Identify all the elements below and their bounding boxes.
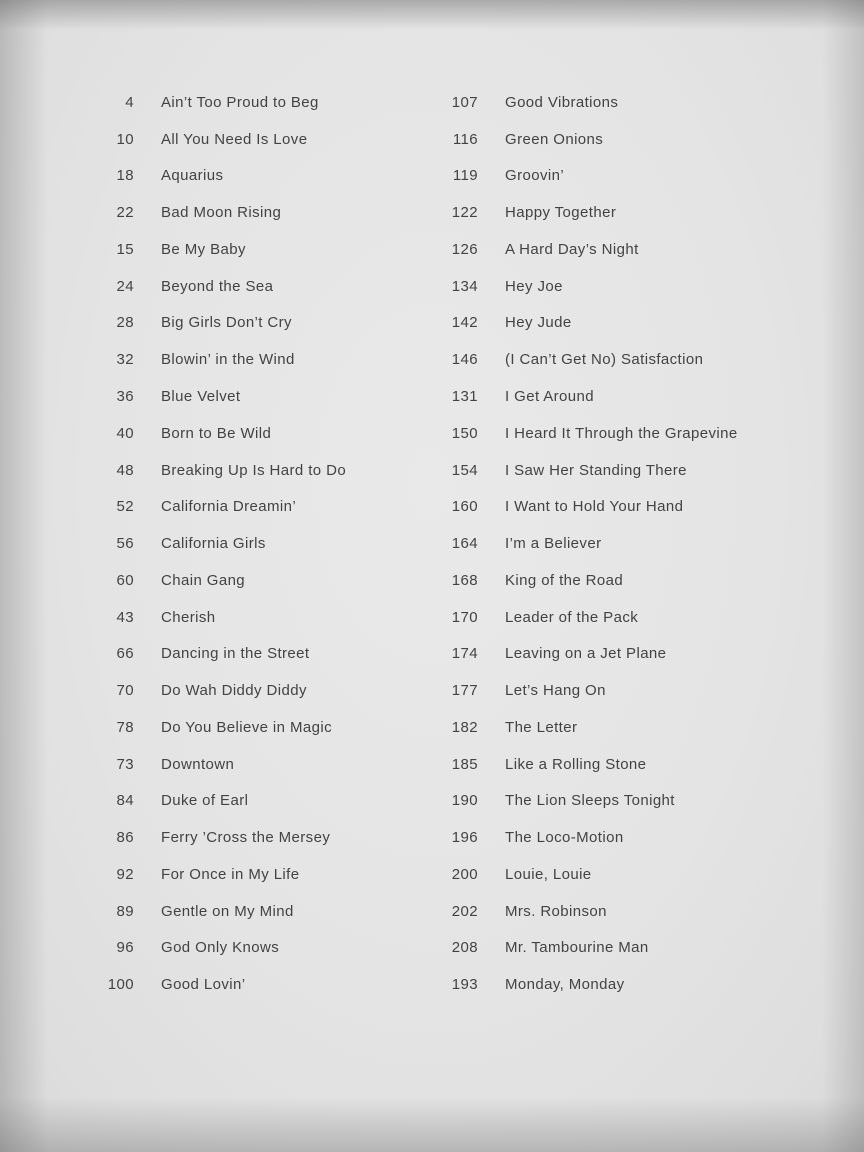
song-title: Downtown	[161, 755, 235, 773]
toc-row	[414, 452, 738, 489]
toc-row	[70, 84, 346, 121]
page-number: 70	[116, 682, 134, 700]
song-title: Let’s Hang On	[505, 682, 606, 700]
toc-row	[414, 84, 738, 121]
toc-row	[70, 194, 346, 231]
song-title: Cherish	[161, 608, 216, 626]
page-number: 168	[451, 571, 478, 589]
page-number: 170	[451, 608, 478, 626]
song-title: King of the Road	[505, 571, 624, 589]
page-number: 150	[451, 424, 478, 442]
song-title: Do You Believe in Magic	[161, 718, 332, 736]
song-title: Beyond the Sea	[161, 277, 274, 295]
song-title: Monday, Monday	[505, 976, 625, 994]
toc-row	[414, 930, 738, 967]
song-title: Ferry ’Cross the Mersey	[161, 829, 331, 847]
song-title: The Lion Sleeps Tonight	[505, 792, 675, 810]
toc-row	[414, 709, 738, 746]
song-title: California Dreamin’	[161, 498, 297, 516]
song-title: I Saw Her Standing There	[505, 461, 687, 479]
toc-column-left	[70, 84, 346, 1003]
page-number: 40	[116, 424, 134, 442]
song-title: Do Wah Diddy Diddy	[161, 682, 307, 700]
toc-row	[414, 268, 738, 305]
page-number: 119	[452, 167, 478, 185]
song-title: (I Can’t Get No) Satisfaction	[505, 351, 704, 369]
toc-row	[70, 158, 346, 195]
song-title: Hey Joe	[505, 277, 563, 295]
song-title: Leader of the Pack	[505, 608, 639, 626]
toc-row	[414, 231, 738, 268]
song-title: For Once in My Life	[161, 865, 300, 883]
toc-row	[70, 856, 346, 893]
toc-row	[414, 746, 738, 783]
song-title: I’m a Believer	[505, 535, 602, 553]
page-number: 78	[116, 718, 134, 736]
song-title: Mrs. Robinson	[505, 902, 607, 920]
toc-row	[414, 194, 738, 231]
song-title: Be My Baby	[161, 240, 246, 258]
toc-row	[70, 341, 346, 378]
page-number: 200	[451, 865, 478, 883]
toc-row	[414, 635, 738, 672]
page-number: 22	[116, 204, 134, 222]
song-title: I Get Around	[505, 388, 595, 405]
song-title: Chain Gang	[161, 571, 246, 589]
page-number: 202	[451, 902, 478, 920]
page-number: 48	[116, 461, 134, 479]
toc-row	[414, 341, 738, 378]
page-number: 100	[107, 976, 134, 994]
song-title: Blowin’ in the Wind	[161, 351, 295, 369]
song-title: I Want to Hold Your Hand	[505, 498, 684, 516]
page-number: 66	[116, 645, 134, 663]
toc-row	[414, 158, 738, 195]
page-number: 196	[451, 829, 478, 847]
toc-row	[70, 562, 346, 599]
toc-row	[70, 746, 346, 783]
toc-row	[70, 525, 346, 562]
song-title: Louie, Louie	[505, 865, 592, 883]
toc-column-right	[414, 84, 738, 1003]
page-number: 177	[451, 682, 478, 700]
toc-row	[70, 378, 346, 415]
page-number: 122	[451, 204, 478, 222]
toc-row	[70, 415, 346, 452]
toc-row	[70, 121, 346, 158]
song-title: Hey Jude	[505, 314, 572, 332]
toc-row	[414, 966, 738, 1003]
song-title: Aquarius	[161, 167, 224, 185]
song-title: California Girls	[161, 535, 266, 553]
song-title: Blue Velvet	[161, 388, 241, 405]
toc-row	[414, 415, 738, 452]
page-number: 18	[116, 167, 134, 185]
song-title: Good Lovin’	[161, 976, 246, 994]
song-title: Happy Together	[505, 204, 617, 222]
song-title: Big Girls Don’t Cry	[161, 314, 292, 332]
toc-row	[70, 488, 346, 525]
song-title: God Only Knows	[161, 939, 280, 957]
page-number: 28	[116, 314, 134, 332]
toc-row	[70, 231, 346, 268]
page-number: 24	[116, 277, 134, 295]
toc-row	[414, 819, 738, 856]
toc-row	[70, 819, 346, 856]
song-title: Dancing in the Street	[161, 645, 310, 663]
song-title: I Heard It Through the Grapevine	[505, 424, 738, 442]
song-title: Groovin’	[505, 167, 565, 185]
page-number: 60	[116, 571, 134, 589]
toc-row	[70, 268, 346, 305]
toc-row	[70, 893, 346, 930]
toc-row	[414, 672, 738, 709]
toc-row	[70, 930, 346, 967]
page-number: 32	[116, 351, 134, 369]
page-number: 160	[451, 498, 478, 516]
toc-row	[414, 121, 738, 158]
toc-row	[70, 709, 346, 746]
page-number: 116	[452, 130, 478, 148]
page-number: 73	[116, 755, 134, 773]
song-title: Mr. Tambourine Man	[505, 939, 649, 957]
song-title: Ain’t Too Proud to Beg	[161, 93, 319, 111]
song-title: Duke of Earl	[161, 792, 249, 810]
page-number: 52	[116, 498, 134, 516]
page-number: 190	[451, 792, 478, 810]
page-number: 174	[451, 645, 478, 663]
page-number: 146	[451, 351, 478, 369]
toc-row	[414, 305, 738, 342]
song-title: Gentle on My Mind	[161, 902, 294, 920]
toc-row	[414, 893, 738, 930]
toc-row	[414, 856, 738, 893]
toc-row	[414, 783, 738, 820]
song-title: Good Vibrations	[505, 93, 619, 111]
toc-row	[414, 378, 738, 415]
page-number: 84	[116, 792, 134, 810]
page-number: 56	[116, 535, 134, 553]
page-number: 96	[116, 939, 134, 957]
page-number: 15	[116, 240, 134, 258]
toc-row	[70, 599, 346, 636]
song-title: Breaking Up Is Hard to Do	[161, 461, 347, 479]
song-title: Bad Moon Rising	[161, 204, 282, 222]
page-number: 107	[451, 93, 478, 111]
page-number: 36	[116, 388, 134, 405]
page-number: 182	[451, 718, 478, 736]
toc-row	[414, 488, 738, 525]
toc-row	[414, 525, 738, 562]
page-number: 126	[451, 240, 478, 258]
toc-row	[70, 452, 346, 489]
toc-row	[70, 783, 346, 820]
page-number: 131	[451, 388, 478, 405]
page-number: 208	[451, 939, 478, 957]
page-number: 164	[451, 535, 478, 553]
toc-row	[70, 672, 346, 709]
page-number: 154	[451, 461, 478, 479]
page-number: 4	[125, 93, 134, 111]
toc-row	[70, 635, 346, 672]
song-title: All You Need Is Love	[161, 130, 308, 148]
toc-row	[414, 562, 738, 599]
song-title: Leaving on a Jet Plane	[505, 645, 667, 663]
song-title: The Loco-Motion	[505, 829, 624, 847]
page-number: 193	[451, 976, 478, 994]
toc-row	[70, 966, 346, 1003]
page-number: 86	[116, 829, 134, 847]
song-title: The Letter	[505, 718, 578, 736]
toc-row	[414, 599, 738, 636]
page-number: 134	[451, 277, 478, 295]
song-title: A Hard Day’s Night	[505, 240, 639, 258]
page-number: 43	[116, 608, 134, 626]
page-number: 185	[451, 755, 478, 773]
page-number: 92	[116, 865, 134, 883]
song-title: Like a Rolling Stone	[505, 755, 647, 773]
page-number: 89	[116, 902, 134, 920]
toc-row	[70, 305, 346, 342]
page-number: 10	[116, 130, 134, 148]
page-number: 142	[451, 314, 478, 332]
song-title: Green Onions	[505, 130, 604, 148]
song-title: Born to Be Wild	[161, 424, 272, 442]
